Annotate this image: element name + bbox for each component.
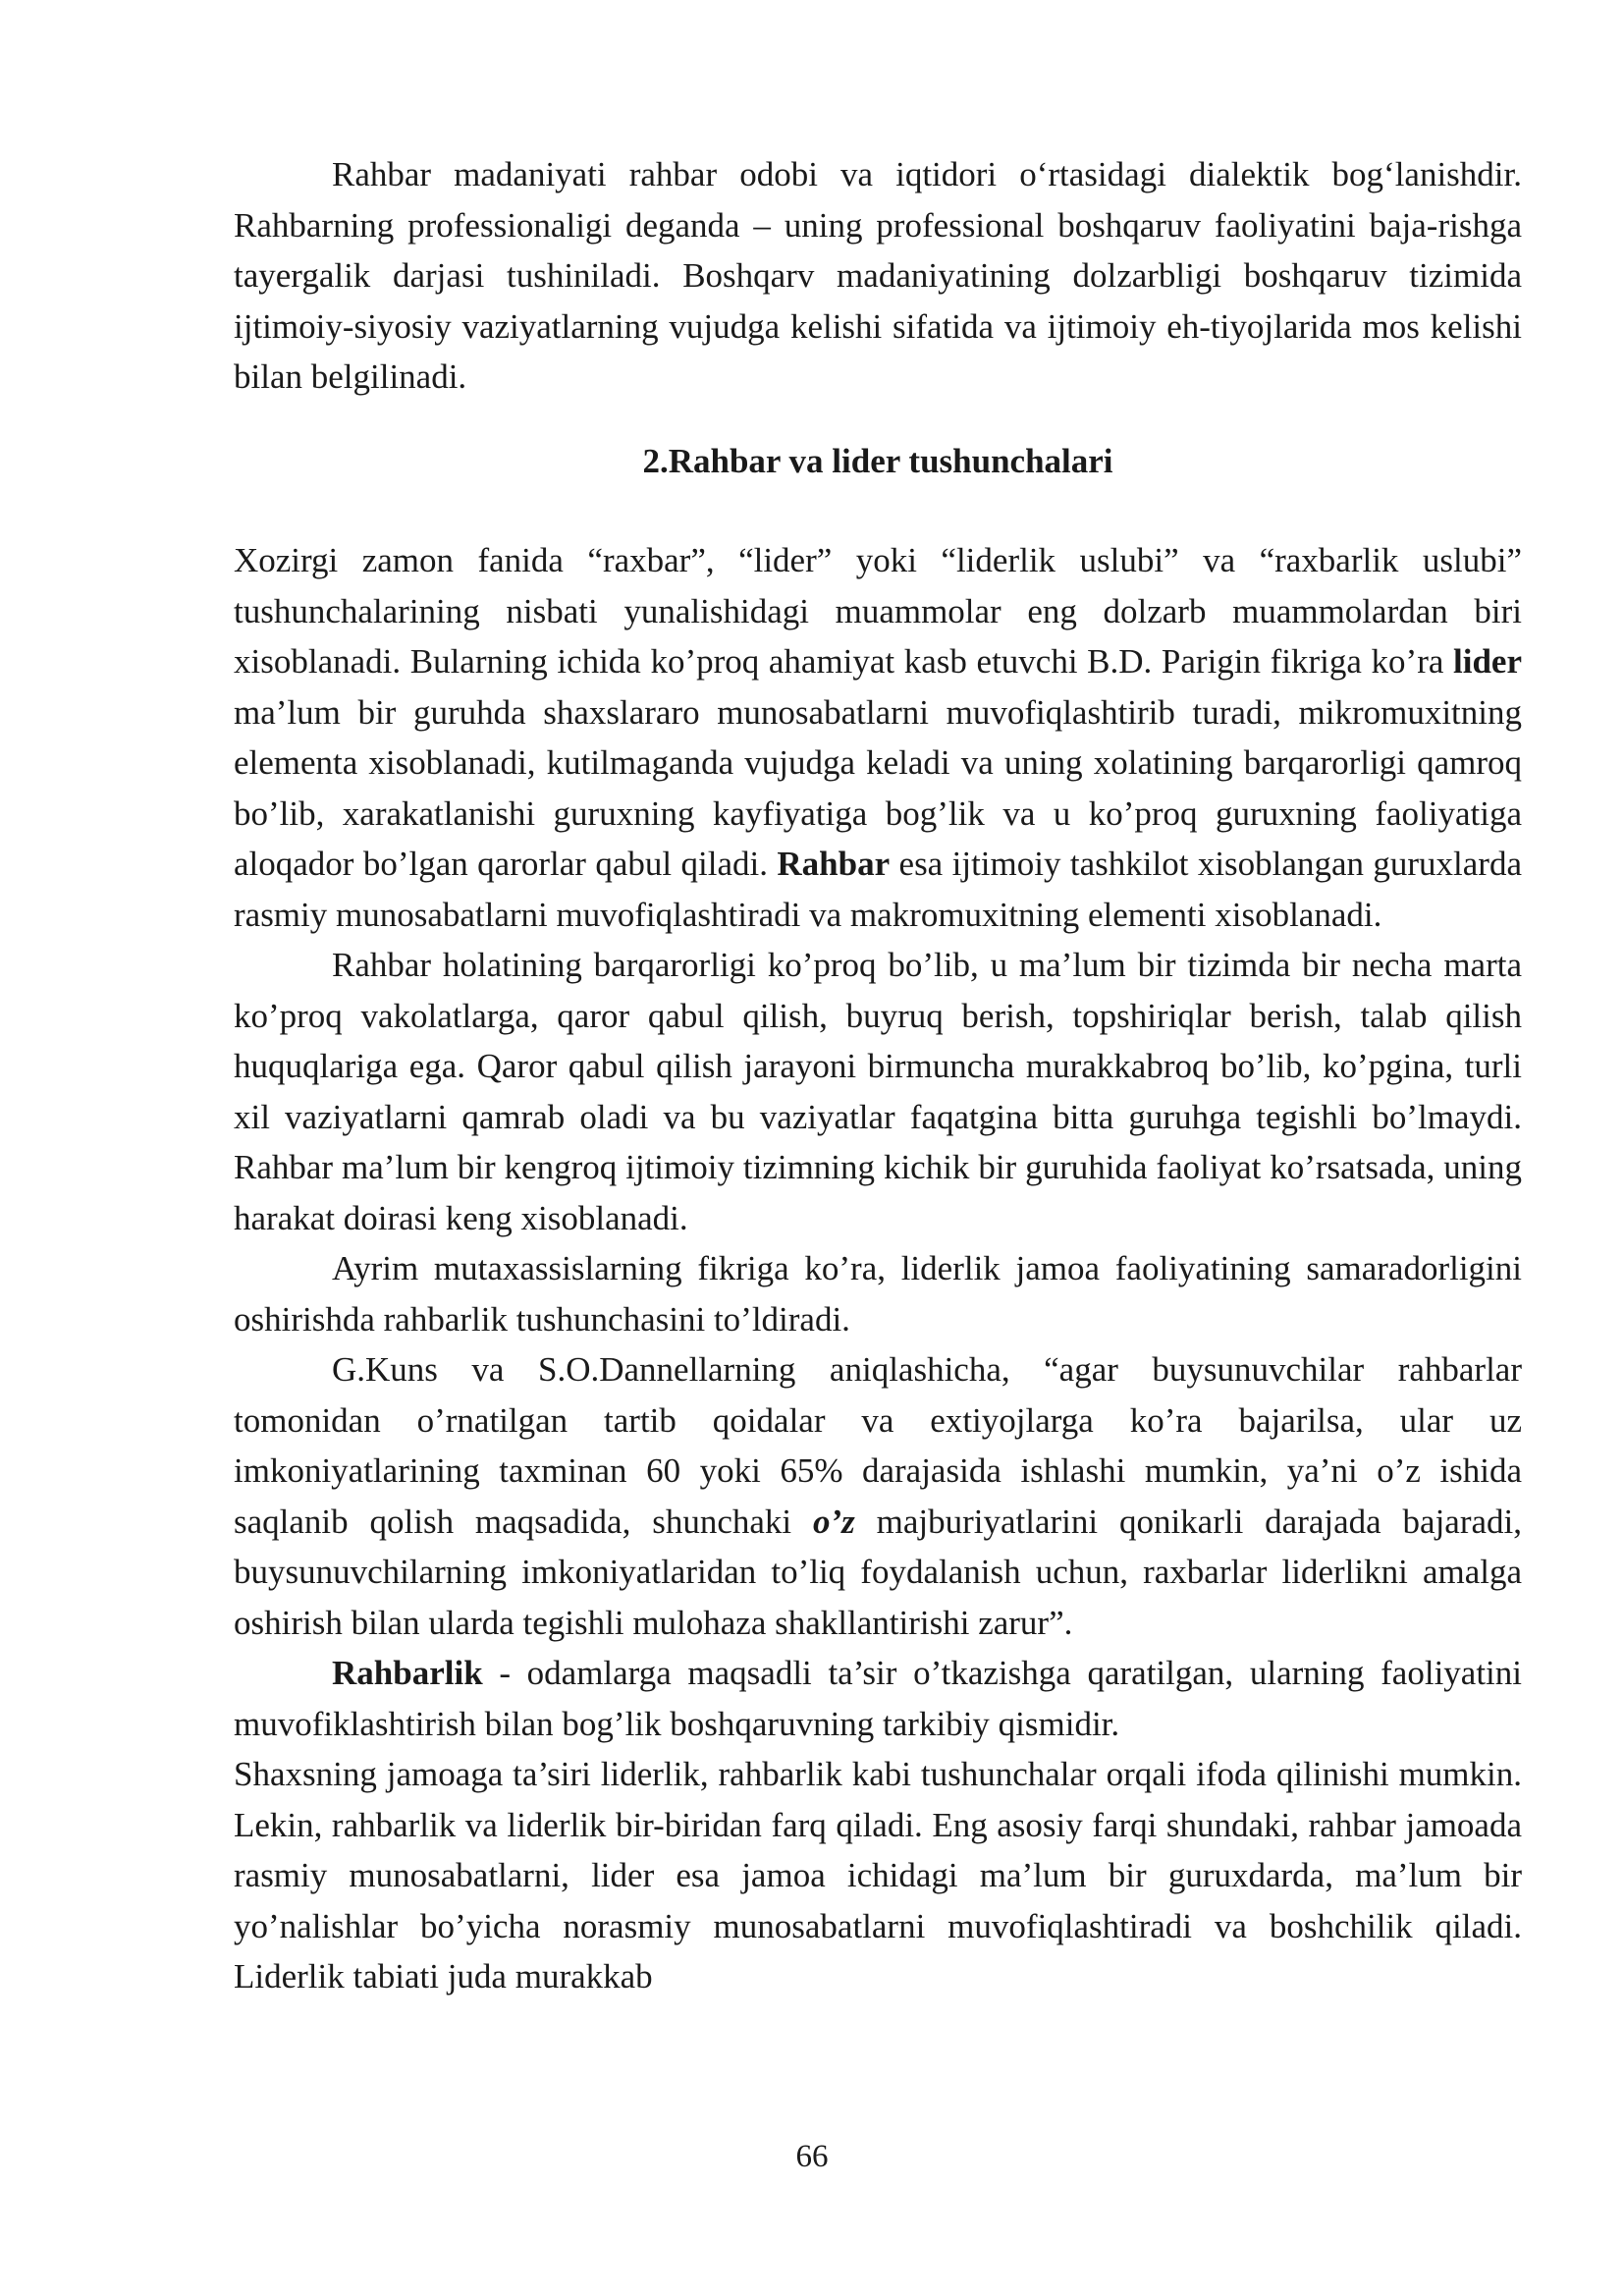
term-rahbarlik: Rahbarlik — [332, 1654, 483, 1692]
term-lider: lider — [1453, 642, 1522, 681]
paragraph-rahbarlik-text: - odamlarga maqsadli ta’sir o’tkazishga qaratilgan, ularning faoliyatini muvofiklashtirish bilan bog’lik boshqaruvning tarkibiy qismidir. — [234, 1654, 1522, 1743]
paragraph-definitions — [234, 535, 1522, 940]
term-rahbar: Rahbar — [777, 845, 891, 883]
paragraph-experts-opinion: Ayrim mutaxassislarning fikriga ko’ra, liderlik jamoa faoliyatining samaradorligini oshirishda rahbarlik tushunchasini to’ldiradi. — [234, 1249, 1522, 1339]
paragraph-quote-text-2: majburiyatlarini qonikarli darajada bajaradi, buysunuvchilarning imkoniyatlaridan to’liq foydalanish uchun, raxbarlar liderlikni amalga oshirish bilan ularda tegishli mulohaza shakllantirishi zarur”. — [234, 1502, 1522, 1642]
paragraph-intro: Rahbar madaniyati rahbar odobi va iqtidori o‘rtasidagi dialektik bog‘lanishdir. Rahbarning professionaligi deganda – uning professional boshqaruv faoliyatini baja-rishga tayergalik darjasi tushiniladi. Boshqarv madaniyatining dolzarbligi boshqaruv tizimida ijtimoiy-siyosiy vaziyatlarning vujudga kelishi sifatida va ijtimoiy eh-tiyojlarida mos kelishi bilan belgilinadi. — [234, 155, 1522, 396]
paragraph-definitions-text-1: Xozirgi zamon fanida “raxbar”, “lider” yoki “liderlik uslubi” va “raxbarlik uslubi” tushunchalarining nisbati yunalishidagi muammolar eng dolzarb muammolardan biri xisoblanadi. Bularning ichida ko’proq ahamiyat kasb etuvchi B.D. Parigin fikriga ko’ra — [234, 541, 1522, 681]
document-page — [234, 149, 1522, 2002]
paragraph-quote-text-1: G.Kuns va S.O.Dannellarning aniqlashicha, “agar buysunuvchilar rahbarlar tomonidan o’rnatilgan tartib qoidalar va extiyojlarga ko’ra bajarilsa, ular uz imkoniyatlarining taxminan 60 yoki 65% darajasida ishlashi mumkin, ya’ni o’z ishida saqlanib qolish maqsadida, shunchaki — [234, 1350, 1522, 1541]
page-number: 66 — [795, 2139, 829, 2174]
paragraph-leader-stability: Rahbar holatining barqarorligi ko’proq bo’lib, u ma’lum bir tizimda bir necha marta ko’proq vakolatlarga, qaror qabul qilish, buyruq berish, topshiriqlar berish, talab qilish huquqlariga ega. Qaror qabul qilish jarayoni birmuncha murakkabroq bo’lib, ko’pgina, turli xil vaziyatlarni qamrab oladi va bu vaziyatlar faqatgina bitta guruhga tegishli bo’lmaydi. Rahbar ma’lum bir kengroq ijtimoiy tizimning kichik bir guruhida faoliyat ko’rsatsada, uning harakat doirasi keng xisoblanadi. — [234, 946, 1522, 1237]
paragraph-rahbarlik-definition — [234, 1648, 1522, 1749]
paragraph-influence: Shaxsning jamoaga ta’siri liderlik, rahbarlik kabi tushunchalar orqali ifoda qilinishi mumkin. Lekin, rahbarlik va liderlik bir-biridan farq qiladi. Eng asosiy farqi shundaki, rahbar jamoada rasmiy munosabatlarni, lider esa jamoa ichidagi ma’lum bir guruxdarda, ma’lum bir yo’nalishlar bo’yicha norasmiy munosabatlarni muvofiqlashtiradi va boshchilik qiladi. Liderlik tabiati juda murakkab — [234, 1755, 1522, 1995]
section-heading: 2.Rahbar va lider tushunchalari — [642, 441, 1113, 480]
paragraph-quote — [234, 1344, 1522, 1648]
emphasis-oz: o’z — [812, 1502, 855, 1541]
paragraph-definitions-text-2: ma’lum bir guruhda shaxslararo munosabatlarni muvofiqlashtirib turadi, mikromuxitning elementa xisoblanadi, kutilmaganda vujudga keladi va uning xolatining barqarorligi qamroq bo’lib, xarakatlanishi guruxning kayfiyatiga bog’lik va u ko’proq guruxning faoliyatiga aloqador bo’lgan qarorlar qabul qiladi. — [234, 692, 1522, 883]
paragraph-definitions-text-3: esa ijtimoiy tashkilot xisoblangan guruxlarda rasmiy munosabatlarni muvofiqlashtiradi va makromuxitning elementi xisoblanadi. — [234, 845, 1522, 934]
